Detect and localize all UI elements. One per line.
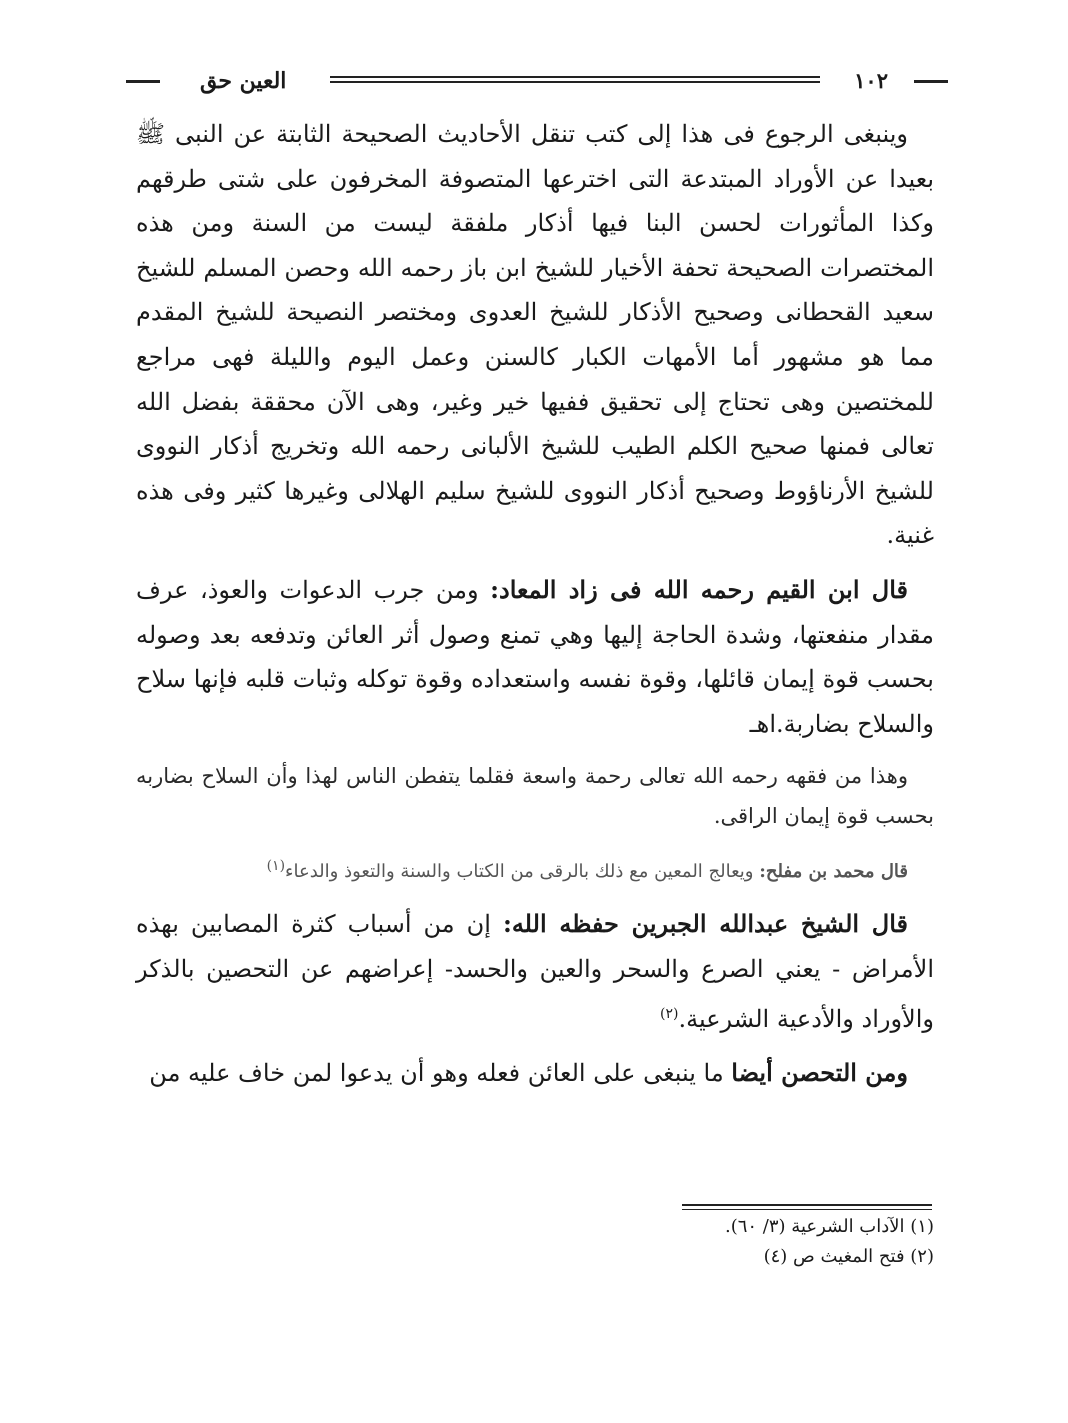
paragraph-comment: وهذا من فقهه رحمه الله تعالى رحمة واسعة فقلما يتفطن الناس لهذا وأن السلاح بضاربه بحسب قوة إيمان الراقى.	[136, 764, 934, 829]
quote-lead: قال محمد بن مفلح:	[759, 861, 908, 883]
footnote: (٢) فتح المغيث ص (٤)	[763, 1246, 934, 1267]
footnote-ref: (٢)	[660, 1005, 679, 1022]
paragraph-jibrin	[136, 902, 934, 1041]
quote-text: ومن جرب الدعوات والعوذ، عرف مقدار منفعتها، وشدة الحاجة إليها وهي تمنع وصول أثر العائن وتدفعه بعد وصوله بحسب قوة إيمان قائلها، وقوة نفسه واستعداده وقوة توكله وثبات قلبه فإنها سلاح والسلاح بضاربة.اهـ	[136, 575, 934, 738]
paragraph-lead: ومن التحصن أيضا	[731, 1058, 908, 1088]
page-number: ١٠٢	[854, 68, 888, 93]
paragraph-ibn-qayyim	[136, 568, 934, 746]
quote-text: ويعالج المعين مع ذلك بالرقى من الكتاب والسنة والتعوذ والدعاء	[285, 861, 760, 883]
footnote-rule	[682, 1204, 932, 1210]
footnote-ref: (١)	[266, 858, 286, 875]
running-header	[118, 62, 948, 102]
header-dash-left	[126, 80, 160, 83]
header-rule	[330, 76, 820, 83]
quote-text: إن من أسباب كثرة المصابين بهذه الأمراض - يعني الصرع والسحر والعين والحسد- إعراضهم عن التحصين بالذكر والأوراد والأدعية الشرعية.	[136, 910, 934, 1033]
quote-lead: قال الشيخ عبدالله الجبرين حفظه الله:	[502, 909, 909, 939]
paragraph-text: ما ينبغى على العائن فعله وهو أن يدعوا لمن خاف عليه من	[149, 1059, 732, 1088]
body-text	[136, 112, 934, 1106]
footnote: (١) الآداب الشرعية (٣/ ٦٠).	[724, 1216, 934, 1237]
paragraph-ibn-muflih	[136, 846, 934, 892]
running-title: العين حق	[200, 68, 287, 94]
paragraph-last	[136, 1051, 934, 1096]
header-dash-right	[914, 80, 948, 83]
footnotes	[600, 1212, 934, 1272]
paragraph-references: وينبغى الرجوع فى هذا إلى كتب تنقل الأحاديث الصحيحة الثابتة عن النبى ﷺ بعيدا عن الأوراد المبتدعة التى اخترعها المتصوفة المخرفون على شتى طرقهم وكذا المأثورات لحسن البنا فيها أذكار ملفقة ليست من السنة ومن هذه المختصرات الصحيحة تحفة الأخيار للشيخ ابن باز رحمه الله وحصن المسلم للشيخ سعيد القحطانى وصحيح الأذكار للشيخ العدوى ومختصر النصيحة للشيخ المقدم مما هو مشهور أما الأمهات الكبار كالسنن وعمل اليوم والليلة فهى مراجع للمختصين وهى تحتاج إلى تحقيق ففيها خير وغير، وهى الآن محققة بفضل الله تعالى فمنها صحيح الكلم الطيب للشيخ الألبانى رحمه الله وتخريج أذكار النووى للشيخ الأرناؤوط وصحيح أذكار النووى للشيخ سليم الهلالى وغيرها كثير وفى هذه غنية.	[136, 120, 934, 550]
quote-lead: قال ابن القيم رحمه الله فى زاد المعاد:	[490, 574, 908, 604]
